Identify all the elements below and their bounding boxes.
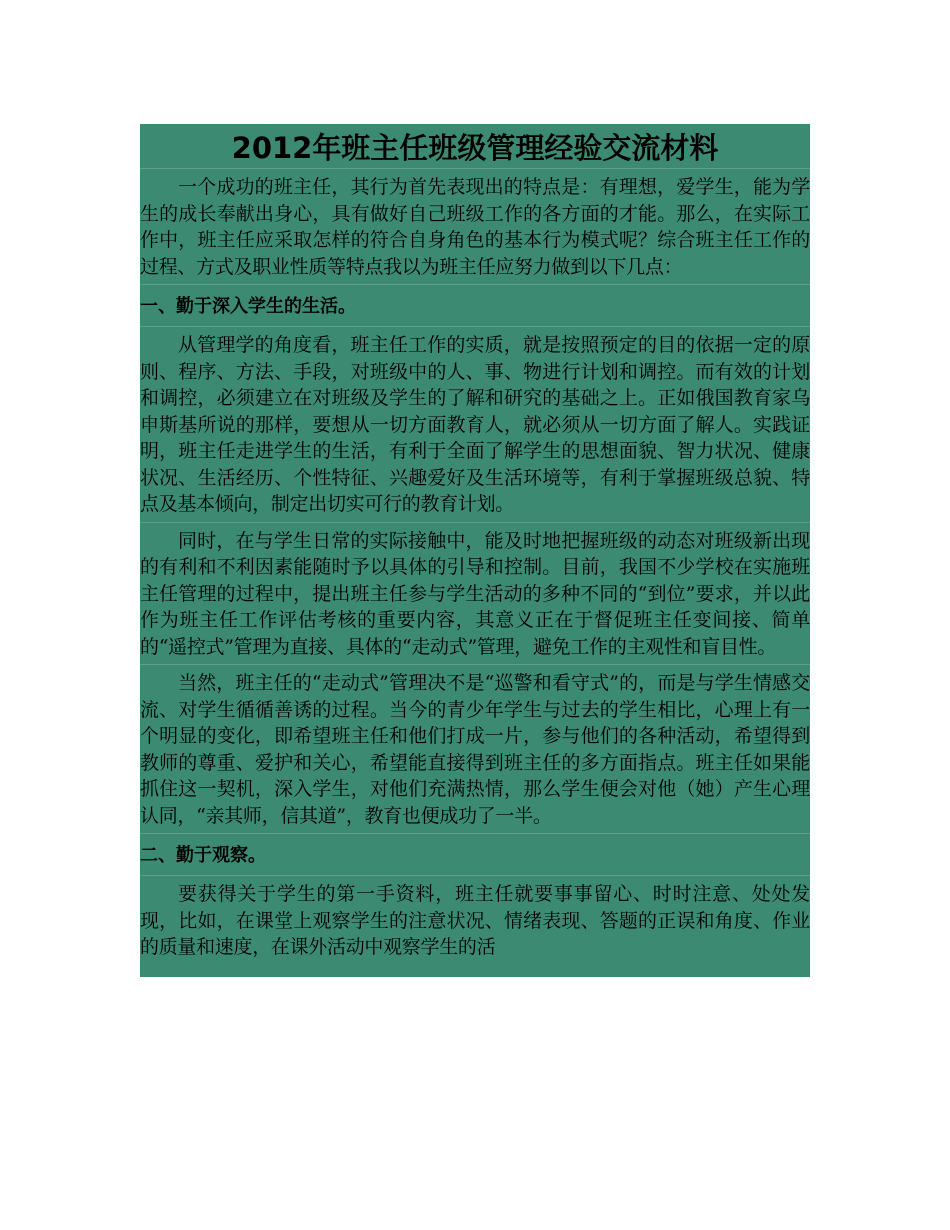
section-1-paragraph-2: 同时，在与学生日常的实际接触中，能及时地把握班级的动态对班级新出现的有利和不利因素能随时予以具体的引导和控制。目前，我国不少学校在实施班主任管理的过程中，提出班主任参与学生活动的多种不同的“到位”要求，并以此作为班主任工作评估考核的重要内容，其意义正在于督促班主任变间接、简单的“遥控式”管理为直接、具体的“走动式”管理，避免工作的主观性和盲目性。 [140,522,810,665]
document-title: 2012年班主任班级管理经验交流材料 [231,131,719,165]
section-1-heading: 一、勤于深入学生的生活。 [140,284,810,326]
intro-paragraph: 一个成功的班主任，其行为首先表现出的特点是：有理想，爱学生，能为学生的成长奉献出身心，具有做好自己班级工作的各方面的才能。那么，在实际工作中，班主任应采取怎样的符合自身角色的基本行为模式呢？综合班主任工作的过程、方式及职业性质等特点我以为班主任应努力做到以下几点： [140,168,810,284]
section-2-heading: 二、勤于观察。 [140,833,810,875]
section-2-paragraph-1: 要获得关于学生的第一手资料，班主任就要事事留心、时时注意、处处发现，比如，在课堂上观察学生的注意状况、情绪表现、答题的正误和角度、作业的质量和速度，在课外活动中观察学生的活 [140,875,810,977]
document-page [140,124,810,977]
section-1-paragraph-3: 当然，班主任的“走动式”管理决不是“巡警和看守式”的，而是与学生情感交流、对学生循循善诱的过程。当今的青少年学生与过去的学生相比，心理上有一个明显的变化，即希望班主任和他们打成一片，参与他们的各种活动，希望得到教师的尊重、爱护和关心，希望能直接得到班主任的多方面指点。班主任如果能抓住这一契机，深入学生，对他们充满热情，那么学生便会对他（她）产生心理认同，“亲其师，信其道”，教育也便成功了一半。 [140,664,810,833]
section-1-paragraph-1: 从管理学的角度看，班主任工作的实质，就是按照预定的目的依据一定的原则、程序、方法、手段，对班级中的人、事、物进行计划和调控。而有效的计划和调控，必须建立在对班级及学生的了解和研究的基础之上。正如俄国教育家乌申斯基所说的那样，要想从一切方面教育人，就必须从一切方面了解人。实践证明，班主任走进学生的生活，有利于全面了解学生的思想面貌、智力状况、健康状况、生活经历、个性特征、兴趣爱好及生活环境等，有利于掌握班级总貌、特点及基本倾向，制定出切实可行的教育计划。 [140,326,810,522]
